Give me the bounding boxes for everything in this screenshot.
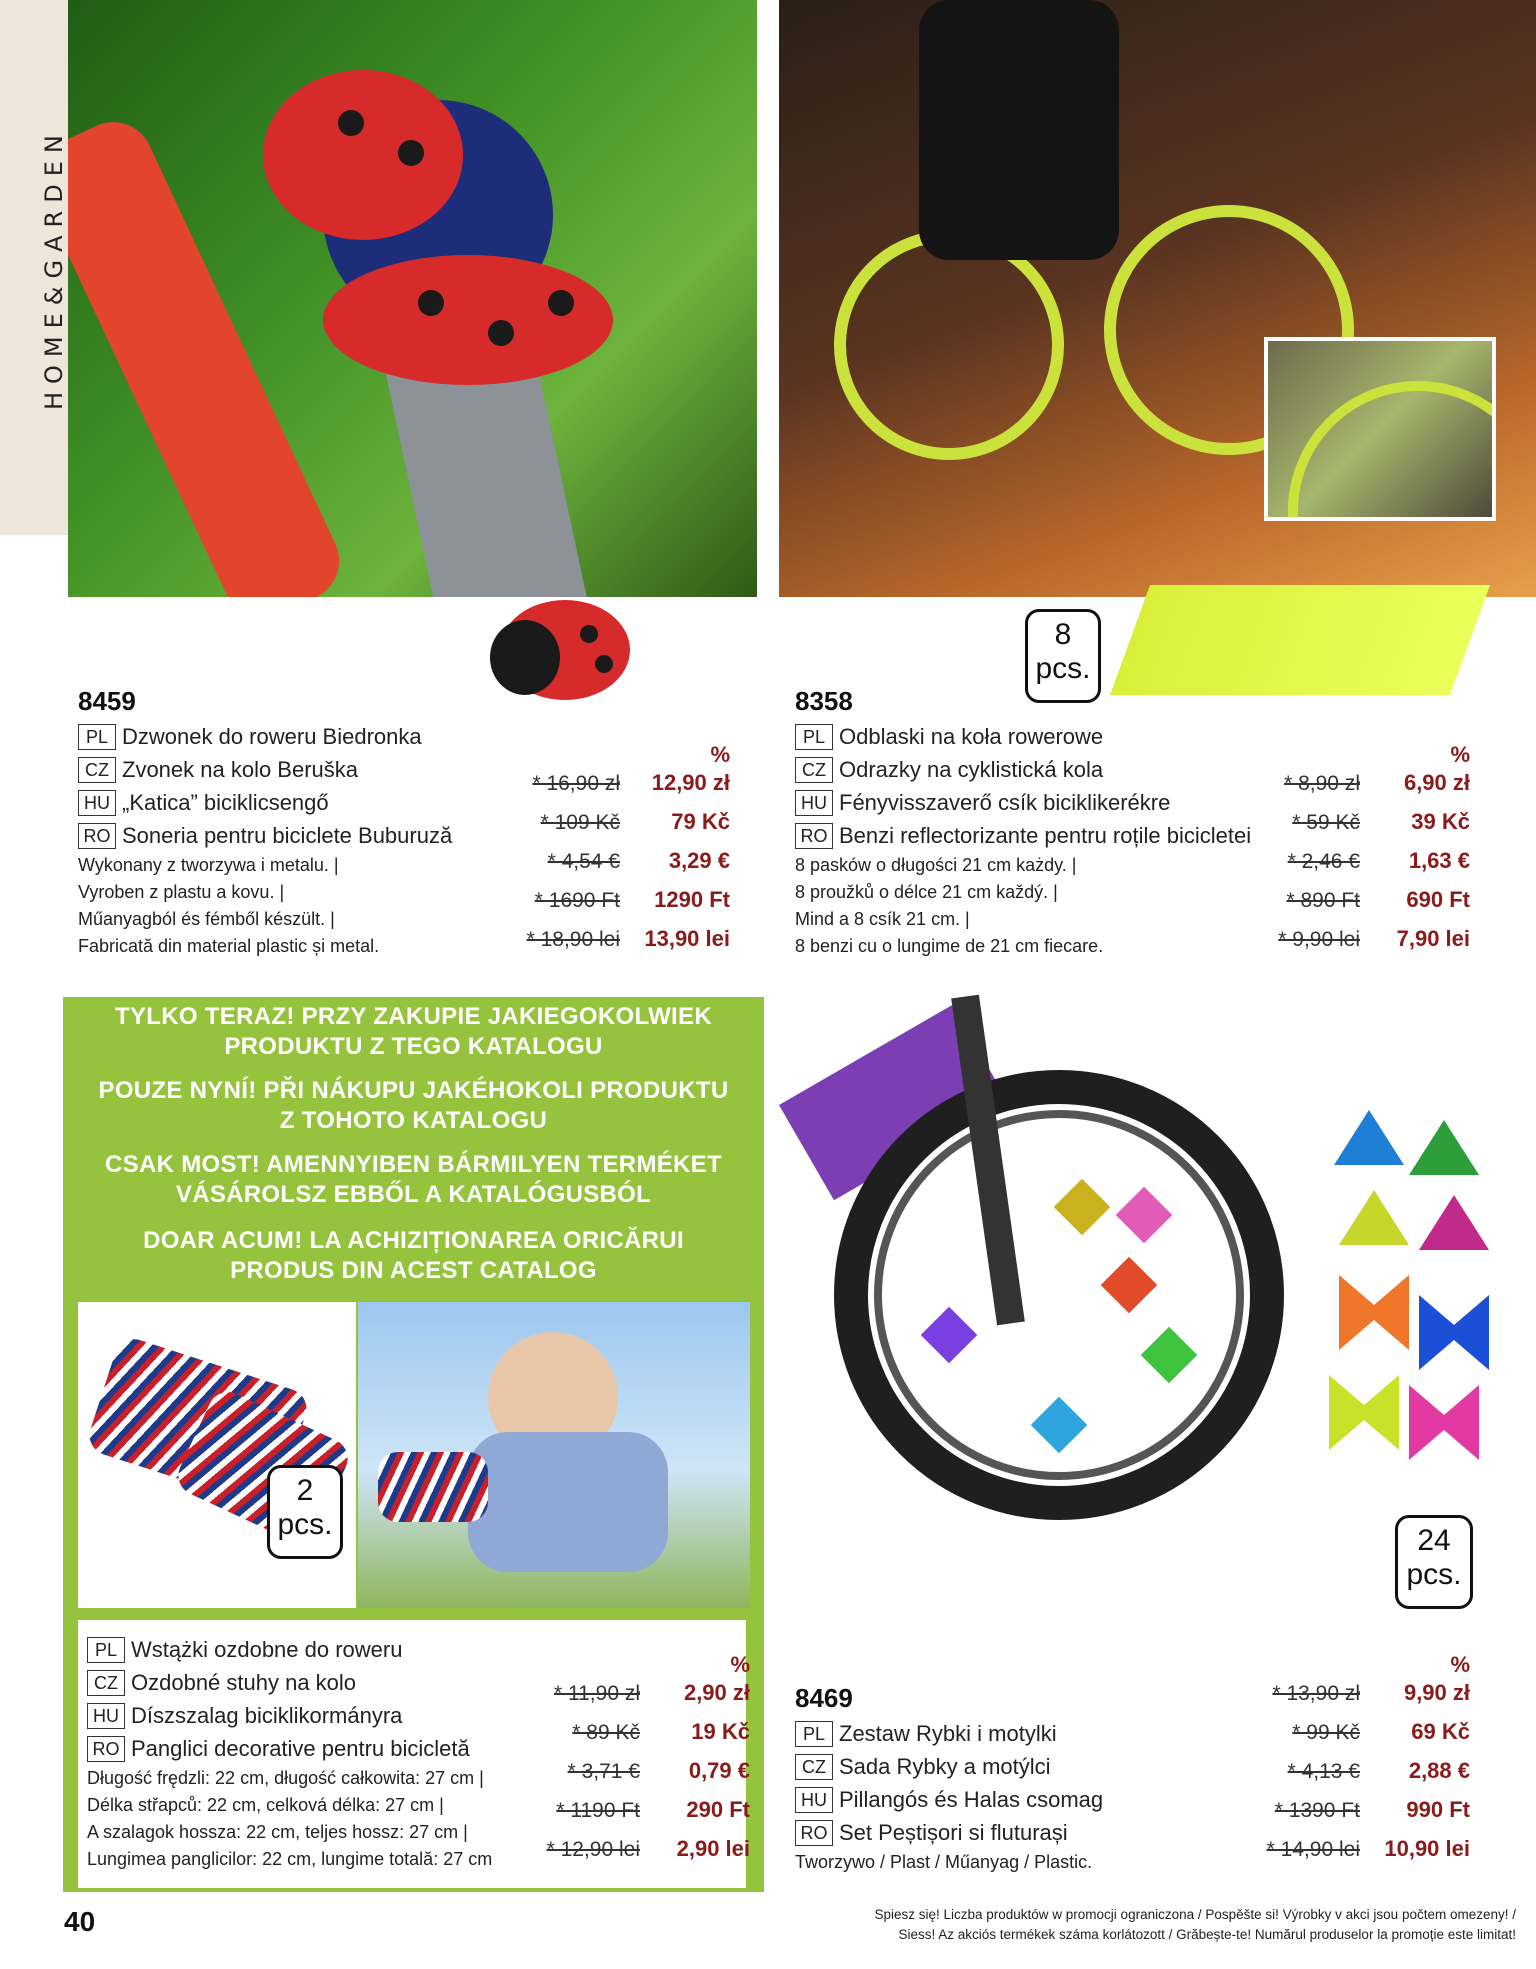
new-price: 7,90 lei bbox=[1396, 926, 1470, 951]
product-name-ro bbox=[87, 1732, 547, 1765]
pcs-count: 2 bbox=[296, 1474, 314, 1507]
product-8358-info bbox=[795, 686, 1275, 960]
new-price: 69 Kč bbox=[1411, 1719, 1470, 1744]
old-price: * 4,54 € bbox=[547, 850, 620, 873]
product-description: 8 pasków o długości 21 cm każdy. | bbox=[795, 855, 1077, 875]
product-name-pl bbox=[87, 1633, 547, 1666]
old-price: * 109 Kč bbox=[540, 811, 620, 834]
old-price: * 14,90 lei bbox=[1266, 1838, 1360, 1861]
promo-line: PRODUKTU Z TEGO KATALOGU bbox=[224, 1033, 603, 1060]
old-price: * 890 Ft bbox=[1286, 889, 1360, 912]
new-price: 13,90 lei bbox=[644, 926, 730, 951]
price-row bbox=[1230, 809, 1470, 848]
new-price: 79 Kč bbox=[671, 809, 730, 834]
new-price: 1,63 € bbox=[1408, 848, 1470, 873]
product-description: Vyroben z plastu a kovu. | bbox=[78, 882, 285, 902]
pcs-count: 8 bbox=[1054, 618, 1072, 651]
new-price: 3,29 € bbox=[668, 848, 730, 873]
product-name-ro bbox=[795, 1816, 1235, 1849]
product-description: Mind a 8 csík 21 cm. | bbox=[795, 909, 970, 929]
old-price: * 1190 Ft bbox=[556, 1799, 640, 1822]
old-price: * 2,46 € bbox=[1287, 850, 1360, 873]
promo-line: TYLKO TERAZ! PRZY ZAKUPIE JAKIEGOKOLWIEK bbox=[115, 1003, 712, 1030]
pcs-unit: pcs. bbox=[277, 1508, 333, 1541]
new-price: 10,90 lei bbox=[1384, 1836, 1470, 1861]
product-8358-prices bbox=[1230, 740, 1470, 965]
wheel-closeup-shape bbox=[1288, 381, 1496, 521]
lang-tag: RO bbox=[795, 1820, 833, 1846]
rider-shape bbox=[919, 0, 1119, 260]
product-description: Tworzywo / Plast / Műanyag / Plastic. bbox=[795, 1852, 1093, 1872]
pcs-badge-tassels bbox=[267, 1465, 343, 1559]
ladybug-dot bbox=[488, 320, 514, 346]
page-number: 40 bbox=[64, 1906, 96, 1937]
fish-clip bbox=[1334, 1110, 1404, 1165]
promo-line: DOAR ACUM! LA ACHIZIȚIONAREA ORICĂRUI bbox=[143, 1227, 684, 1254]
product-name-hu bbox=[78, 786, 518, 819]
old-price: * 59 Kč bbox=[1292, 811, 1360, 834]
name-text: Odblaski na koła rowerowe bbox=[839, 723, 1104, 749]
promo-line: VÁSÁROLSZ EBBŐL A KATALÓGUSBÓL bbox=[175, 1181, 652, 1208]
old-price: * 11,90 zł bbox=[554, 1682, 640, 1705]
product-name-pl bbox=[78, 720, 518, 753]
new-price: 0,79 € bbox=[688, 1758, 750, 1783]
butterfly-clip-large bbox=[1419, 1295, 1489, 1370]
old-price: * 89 Kč bbox=[572, 1721, 640, 1744]
ladybug-wing-shape bbox=[263, 70, 463, 240]
name-text: Odrazky na cyklistická kola bbox=[839, 756, 1104, 782]
product-8459-info bbox=[78, 686, 518, 960]
old-price: * 1390 Ft bbox=[1274, 1799, 1360, 1822]
lang-tag: HU bbox=[87, 1703, 125, 1729]
product-code: 8358 bbox=[795, 686, 853, 716]
lang-tag: PL bbox=[795, 1721, 833, 1747]
new-price: 6,90 zł bbox=[1403, 770, 1470, 795]
new-price: 2,90 lei bbox=[676, 1836, 750, 1861]
promo-line: Z TOHOTO KATALOGU bbox=[279, 1107, 548, 1134]
butterfly-clip-large bbox=[1339, 1275, 1409, 1350]
name-text: Fényvisszaverő csík biciklikerékre bbox=[839, 789, 1171, 815]
price-row bbox=[1230, 1680, 1470, 1719]
price-row bbox=[490, 809, 730, 848]
name-text: Sada Rybky a motýlci bbox=[839, 1753, 1051, 1779]
product-name-hu bbox=[795, 786, 1275, 819]
butterfly-clip-large bbox=[1329, 1375, 1399, 1450]
new-price: 690 Ft bbox=[1406, 887, 1470, 912]
price-row bbox=[1230, 770, 1470, 809]
price-row bbox=[490, 848, 730, 887]
product-name-ro bbox=[795, 819, 1275, 852]
product-name-cz bbox=[795, 1750, 1235, 1783]
new-price: 19 Kč bbox=[691, 1719, 750, 1744]
product-name-hu bbox=[795, 1783, 1235, 1816]
new-price: 39 Kč bbox=[1411, 809, 1470, 834]
discount-percent: % bbox=[730, 1652, 750, 1677]
product-description: 8 proužků o délce 21 cm každý. | bbox=[795, 882, 1058, 902]
pcs-unit: pcs. bbox=[1406, 1558, 1462, 1591]
price-row bbox=[510, 1797, 750, 1836]
new-price: 2,88 € bbox=[1408, 1758, 1470, 1783]
name-text: Panglici decorative pentru bicicletă bbox=[131, 1735, 470, 1761]
ladybug-bell-photo bbox=[68, 0, 757, 597]
name-text: Pillangós és Halas csomag bbox=[839, 1786, 1104, 1812]
price-row bbox=[1230, 1836, 1470, 1875]
promo-line: CSAK MOST! AMENNYIBEN BÁRMILYEN TERMÉKET bbox=[105, 1151, 722, 1178]
price-row bbox=[1230, 887, 1470, 926]
fish-clip bbox=[1419, 1195, 1489, 1250]
lang-tag: CZ bbox=[795, 757, 833, 783]
product-name-pl bbox=[795, 1717, 1235, 1750]
old-price: * 12,90 lei bbox=[546, 1838, 640, 1861]
pcs-count: 24 bbox=[1417, 1524, 1451, 1557]
discount-percent: % bbox=[1450, 1652, 1470, 1677]
wheel-shape bbox=[834, 230, 1064, 460]
lang-tag: HU bbox=[78, 790, 116, 816]
lang-tag: RO bbox=[795, 823, 833, 849]
product-code: 8469 bbox=[795, 1683, 853, 1713]
price-row bbox=[490, 926, 730, 965]
price-row bbox=[490, 887, 730, 926]
lang-tag: PL bbox=[795, 724, 833, 750]
lang-tag: HU bbox=[795, 1787, 833, 1813]
pcs-badge-8469 bbox=[1395, 1515, 1473, 1609]
fish-clip bbox=[1409, 1120, 1479, 1175]
name-text: Zvonek na kolo Beruška bbox=[122, 756, 359, 782]
product-code: 8459 bbox=[78, 686, 136, 716]
product-description: A szalagok hossza: 22 cm, teljes hossz: 27 cm | bbox=[87, 1822, 468, 1842]
tassels-product-photo bbox=[78, 1302, 356, 1608]
tassels-prices bbox=[510, 1650, 750, 1875]
new-price: 990 Ft bbox=[1406, 1797, 1470, 1822]
promo-disclaimer bbox=[816, 1905, 1516, 1945]
reflector-closeup-photo bbox=[1264, 337, 1496, 521]
lang-tag: HU bbox=[795, 790, 833, 816]
name-text: Wstążki ozdobne do roweru bbox=[131, 1636, 403, 1662]
price-row bbox=[510, 1836, 750, 1875]
category-label: HOME&GARDEN bbox=[40, 127, 68, 410]
old-price: * 9,90 lei bbox=[1278, 928, 1360, 951]
tassel-shape bbox=[378, 1452, 488, 1522]
new-price: 2,90 zł bbox=[683, 1680, 750, 1705]
price-row bbox=[1230, 1758, 1470, 1797]
old-price: * 3,71 € bbox=[567, 1760, 640, 1783]
name-text: Díszszalag biciklikormányra bbox=[131, 1702, 403, 1728]
discount-percent: % bbox=[1450, 742, 1470, 767]
product-8469-info bbox=[795, 1683, 1235, 1876]
old-price: * 18,90 lei bbox=[526, 928, 620, 951]
child-on-bike-photo bbox=[358, 1302, 750, 1608]
product-8469-prices bbox=[1230, 1650, 1470, 1875]
pcs-unit: pcs. bbox=[1035, 652, 1091, 685]
product-8459-prices bbox=[490, 740, 730, 965]
name-text: „Katica” biciklicsengő bbox=[122, 789, 329, 815]
lang-tag: CZ bbox=[795, 1754, 833, 1780]
product-description: 8 benzi cu o lungime de 21 cm fiecare. bbox=[795, 936, 1104, 956]
price-row bbox=[510, 1680, 750, 1719]
product-description: Długość frędzli: 22 cm, długość całkowita: 27 cm | bbox=[87, 1768, 484, 1788]
new-price: 9,90 zł bbox=[1403, 1680, 1470, 1705]
name-text: Ozdobné stuhy na kolo bbox=[131, 1669, 357, 1695]
name-text: Soneria pentru biciclete Buburuză bbox=[122, 822, 453, 848]
price-row bbox=[1230, 848, 1470, 887]
name-text: Dzwonek do roweru Biedronka bbox=[122, 723, 422, 749]
old-price: * 16,90 zł bbox=[532, 772, 620, 795]
name-text: Set Peștișori si fluturași bbox=[839, 1819, 1068, 1845]
name-text: Benzi reflectorizante pentru roțile bicicletei bbox=[839, 822, 1252, 848]
product-description: Lungimea panglicilor: 22 cm, lungime totală: 27 cm bbox=[87, 1849, 493, 1869]
ladybug-dot bbox=[418, 290, 444, 316]
fish-clip bbox=[1339, 1190, 1409, 1245]
lang-tag: PL bbox=[87, 1637, 125, 1663]
butterfly-clip-large bbox=[1409, 1385, 1479, 1460]
discount-percent: % bbox=[710, 742, 730, 767]
product-name-cz bbox=[87, 1666, 547, 1699]
old-price: * 8,90 zł bbox=[1284, 772, 1360, 795]
side-category-tab bbox=[0, 0, 68, 535]
tassels-product-info bbox=[87, 1633, 547, 1873]
price-row bbox=[1230, 1797, 1470, 1836]
new-price: 1290 Ft bbox=[654, 887, 730, 912]
lang-tag: RO bbox=[87, 1736, 125, 1762]
ladybug-dot bbox=[338, 110, 364, 136]
child-body-shape bbox=[468, 1432, 668, 1572]
disclaimer-line: Spiesz się! Liczba produktów w promocji ograniczona / Pospěšte si! Výrobky v akci jsou počtem omezeny! / bbox=[874, 1907, 1516, 1922]
name-text: Zestaw Rybki i motylki bbox=[839, 1720, 1057, 1746]
new-price: 290 Ft bbox=[686, 1797, 750, 1822]
lang-tag: CZ bbox=[87, 1670, 125, 1696]
old-price: * 99 Kč bbox=[1292, 1721, 1360, 1744]
old-price: * 4,13 € bbox=[1287, 1760, 1360, 1783]
disclaimer-line: Siess! Az akciós termékek száma korlátozott / Grăbește-te! Numărul produselor la promoție este limitat! bbox=[898, 1927, 1516, 1942]
product-description: Fabricată din material plastic și metal. bbox=[78, 936, 380, 956]
promo-line: PRODUS DIN ACEST CATALOG bbox=[230, 1257, 597, 1284]
lang-tag: CZ bbox=[78, 757, 116, 783]
ladybug-dot bbox=[548, 290, 574, 316]
promo-line: POUZE NYNÍ! PŘI NÁKUPU JAKÉHOKOLI PRODUKTU bbox=[98, 1077, 729, 1104]
product-description: Délka střapců: 22 cm, celková délka: 27 cm | bbox=[87, 1795, 444, 1815]
product-name-hu bbox=[87, 1699, 547, 1732]
old-price: * 13,90 zł bbox=[1272, 1682, 1360, 1705]
old-price: * 1690 Ft bbox=[534, 889, 620, 912]
price-row bbox=[510, 1719, 750, 1758]
price-row bbox=[490, 770, 730, 809]
price-row bbox=[1230, 1719, 1470, 1758]
product-name-cz bbox=[78, 753, 518, 786]
new-price: 12,90 zł bbox=[651, 770, 730, 795]
ladybug-dot bbox=[398, 140, 424, 166]
bike-wheel-decorations-photo bbox=[779, 995, 1536, 1555]
product-description: Műanyagból és fémből készült. | bbox=[78, 909, 335, 929]
price-row bbox=[1230, 926, 1470, 965]
lang-tag: PL bbox=[78, 724, 116, 750]
product-description: Wykonany z tworzywa i metalu. | bbox=[78, 855, 339, 875]
product-name-cz bbox=[795, 753, 1275, 786]
product-name-pl bbox=[795, 720, 1275, 753]
ladybug-wing-shape bbox=[323, 255, 613, 385]
lang-tag: RO bbox=[78, 823, 116, 849]
product-name-ro bbox=[78, 819, 518, 852]
price-row bbox=[510, 1758, 750, 1797]
